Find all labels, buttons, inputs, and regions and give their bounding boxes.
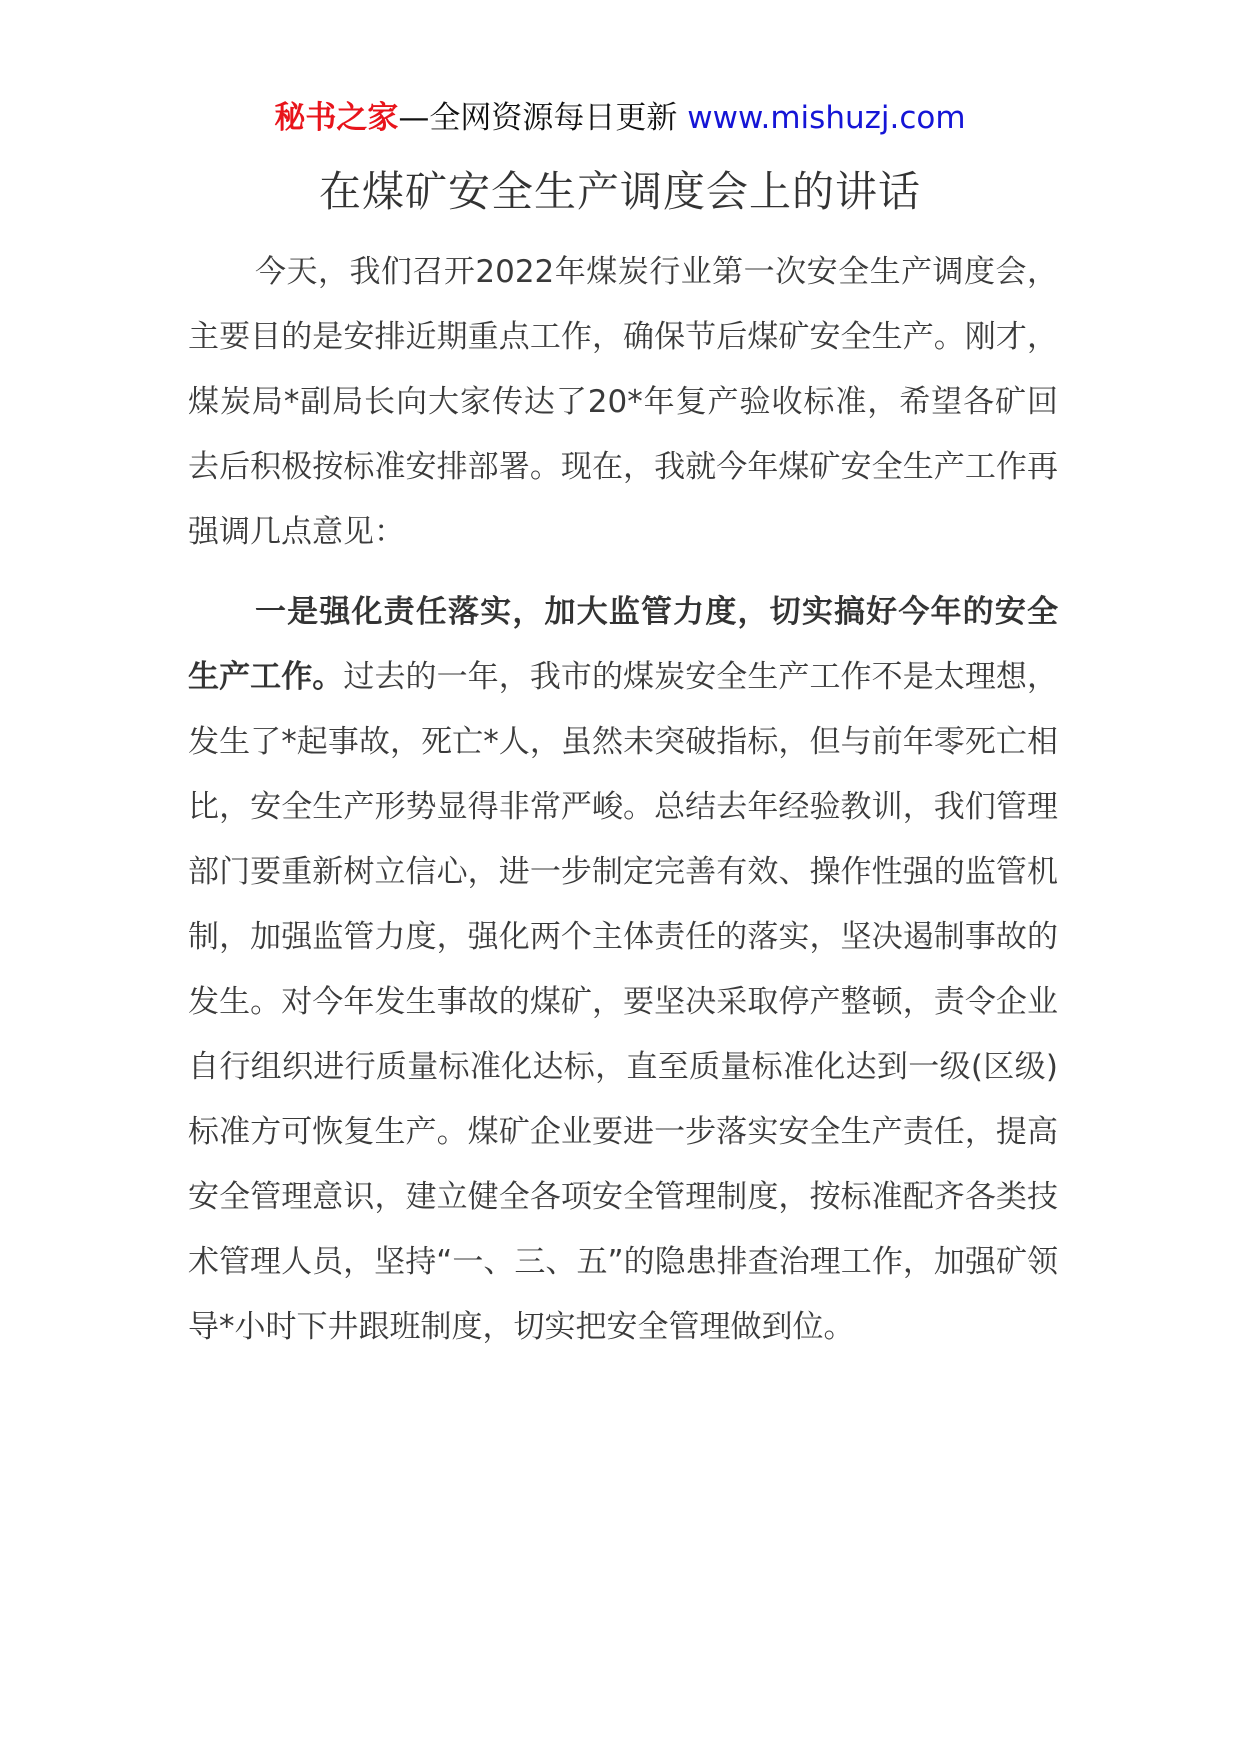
site-brand: 秘书之家: [274, 100, 399, 136]
paragraph-point-one-lead: 一是强化责任落实，加大监管力度，切实搞好今年的安全生产工作。: [188, 594, 1058, 695]
paragraph-point-one-text: 过去的一年，我市的煤炭安全生产工作不是太理想，发生了*起事故，死亡*人，虽然未突破指标，但与前年零死亡相比，安全生产形势显得非常严峻。总结去年经验教训，我们管理部门要重新树立信心，进一步制定完善有效、操作性强的监管机制，加强监管力度，强化两个主体责任的落实，坚决遏制事故的发生。对今年发生事故的煤矿，要坚决采取停产整顿，责令企业自行组织进行质量标准化达标，直至质量标准化达到一级(区级)标准方可恢复生产。煤矿企业要进一步落实安全生产责任，提高安全管理意识，建立健全各项安全管理制度，按标准配齐各类技术管理人员，坚持“一、三、五”的隐患排查治理工作，加强矿领导*小时下井跟班制度，切实把安全管理做到位。: [188, 659, 1059, 1345]
site-header: [0, 98, 1240, 138]
site-tagline: —全网资源每日更新: [398, 100, 678, 136]
site-url-link[interactable]: www.mishuzj.com: [687, 100, 966, 136]
paragraph-point-one: [188, 580, 1058, 1360]
paragraph-intro: [188, 240, 1058, 565]
document-title: 在煤矿安全生产调度会上的讲话: [318, 167, 921, 216]
paragraph-intro-text: 今天，我们召开2022年煤炭行业第一次安全生产调度会，主要目的是安排近期重点工作，确保节后煤矿安全生产。刚才，煤炭局*副局长向大家传达了20*年复产验收标准，希望各矿回去后积极按标准安排部署。现在，我就今年煤矿安全生产工作再强调几点意见：: [188, 254, 1058, 550]
